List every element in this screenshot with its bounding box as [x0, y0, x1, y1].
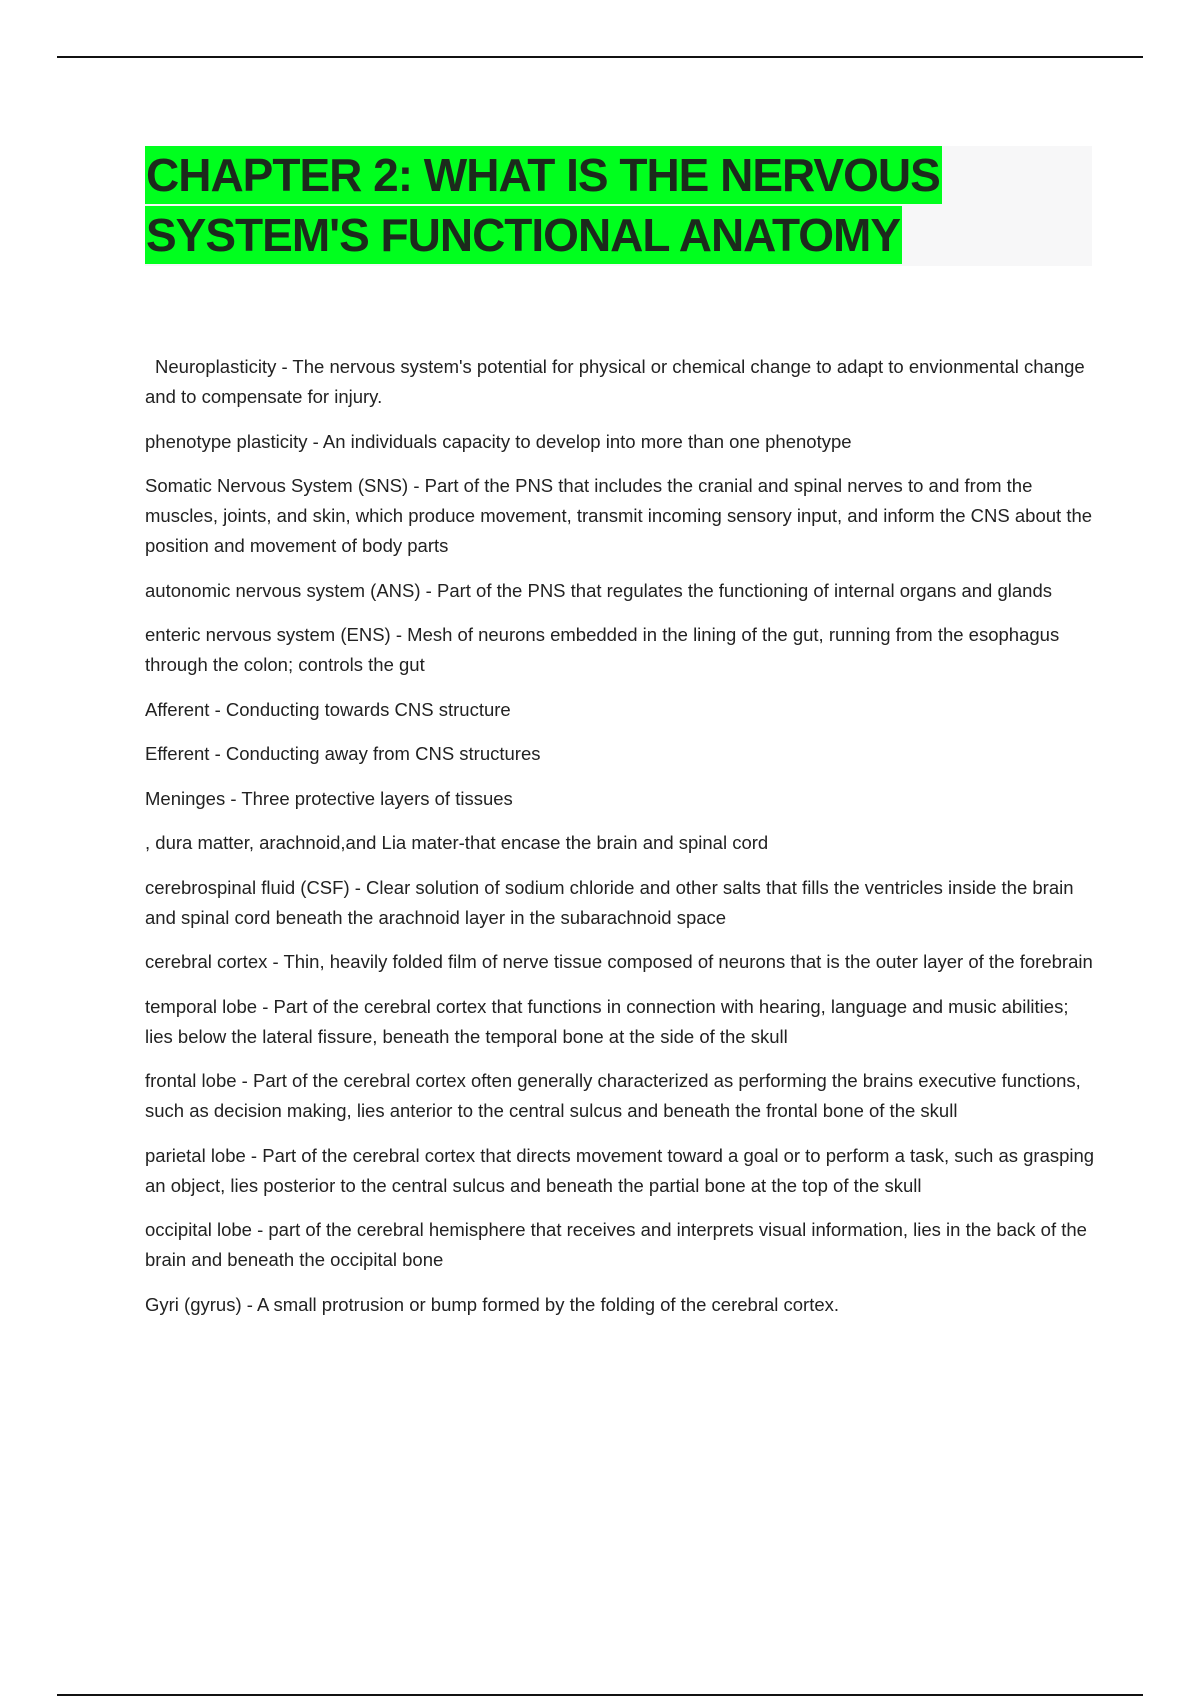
definition-neuroplasticity: Neuroplasticity - The nervous system's potential for physical or chemical change to adapt to envionmental change and to compensate for injury.	[145, 356, 1085, 407]
definition-cerebrospinal-fluid: cerebrospinal fluid (CSF) - Clear solution of sodium chloride and other salts that fills the ventricles inside the brain and spinal cord beneath the arachnoid layer in the subarachnoid space	[145, 876, 1074, 928]
definition-cerebral-cortex: cerebral cortex - Thin, heavily folded film of nerve tissue composed of neurons that is the outer layer of the forebrain	[145, 951, 1093, 972]
definition-afferent: Afferent - Conducting towards CNS structure	[145, 698, 511, 720]
chapter-title-line-2: SYSTEM'S FUNCTIONAL ANATOMY	[145, 206, 902, 264]
definition-somatic-nervous-system: Somatic Nervous System (SNS) - Part of the PNS that includes the cranial and spinal nerves to and from the muscles, joints, and skin, which produce movement, transmit incoming sensory input, and inform the CNS about the position and movement of body parts	[145, 475, 1093, 556]
definition-gyri: Gyri (gyrus) - A small protrusion or bump formed by the folding of the cerebral cortex.	[145, 1293, 840, 1315]
definition-meninges-layers: , dura matter, arachnoid,and Lia mater-that encase the brain and spinal cord	[145, 832, 769, 853]
definition-efferent: Efferent - Conducting away from CNS structures	[145, 743, 541, 764]
chapter-title-line-1: CHAPTER 2: WHAT IS THE NERVOUS	[145, 146, 942, 204]
definition-meninges: Meninges - Three protective layers of tissues	[145, 787, 513, 809]
definition-autonomic-nervous-system: autonomic nervous system (ANS) - Part of the PNS that regulates the functioning of internal organs and glands	[145, 579, 1052, 601]
definition-enteric-nervous-system: enteric nervous system (ENS) - Mesh of neurons embedded in the lining of the gut, running from the esophagus through the colon; controls the gut	[145, 624, 1060, 675]
definition-occipital-lobe: occipital lobe - part of the cerebral hemisphere that receives and interprets visual information, lies in the back of the brain and beneath the occipital bone	[145, 1219, 1087, 1270]
top-divider	[57, 56, 1143, 58]
definition-parietal-lobe: parietal lobe - Part of the cerebral cortex that directs movement toward a goal or to perform a task, such as grasping an object, lies posterior to the central sulcus and beneath the partial bone at the top of the skull	[145, 1144, 1095, 1196]
definition-temporal-lobe: temporal lobe - Part of the cerebral cortex that functions in connection with hearing, language and music abilities; lies below the lateral fissure, beneath the temporal bone at the side of the skull	[145, 995, 1069, 1047]
chapter-title-block	[145, 146, 1092, 266]
bottom-divider	[57, 1694, 1143, 1696]
definition-frontal-lobe: frontal lobe - Part of the cerebral cortex often generally characterized as performing the brains executive functions, such as decision making, lies anterior to the central sulcus and beneath the frontal bone of the skull	[145, 1070, 1081, 1121]
definition-phenotype-plasticity: phenotype plasticity - An individuals capacity to develop into more than one phenotype	[145, 430, 852, 452]
definitions-list	[145, 352, 1095, 1334]
